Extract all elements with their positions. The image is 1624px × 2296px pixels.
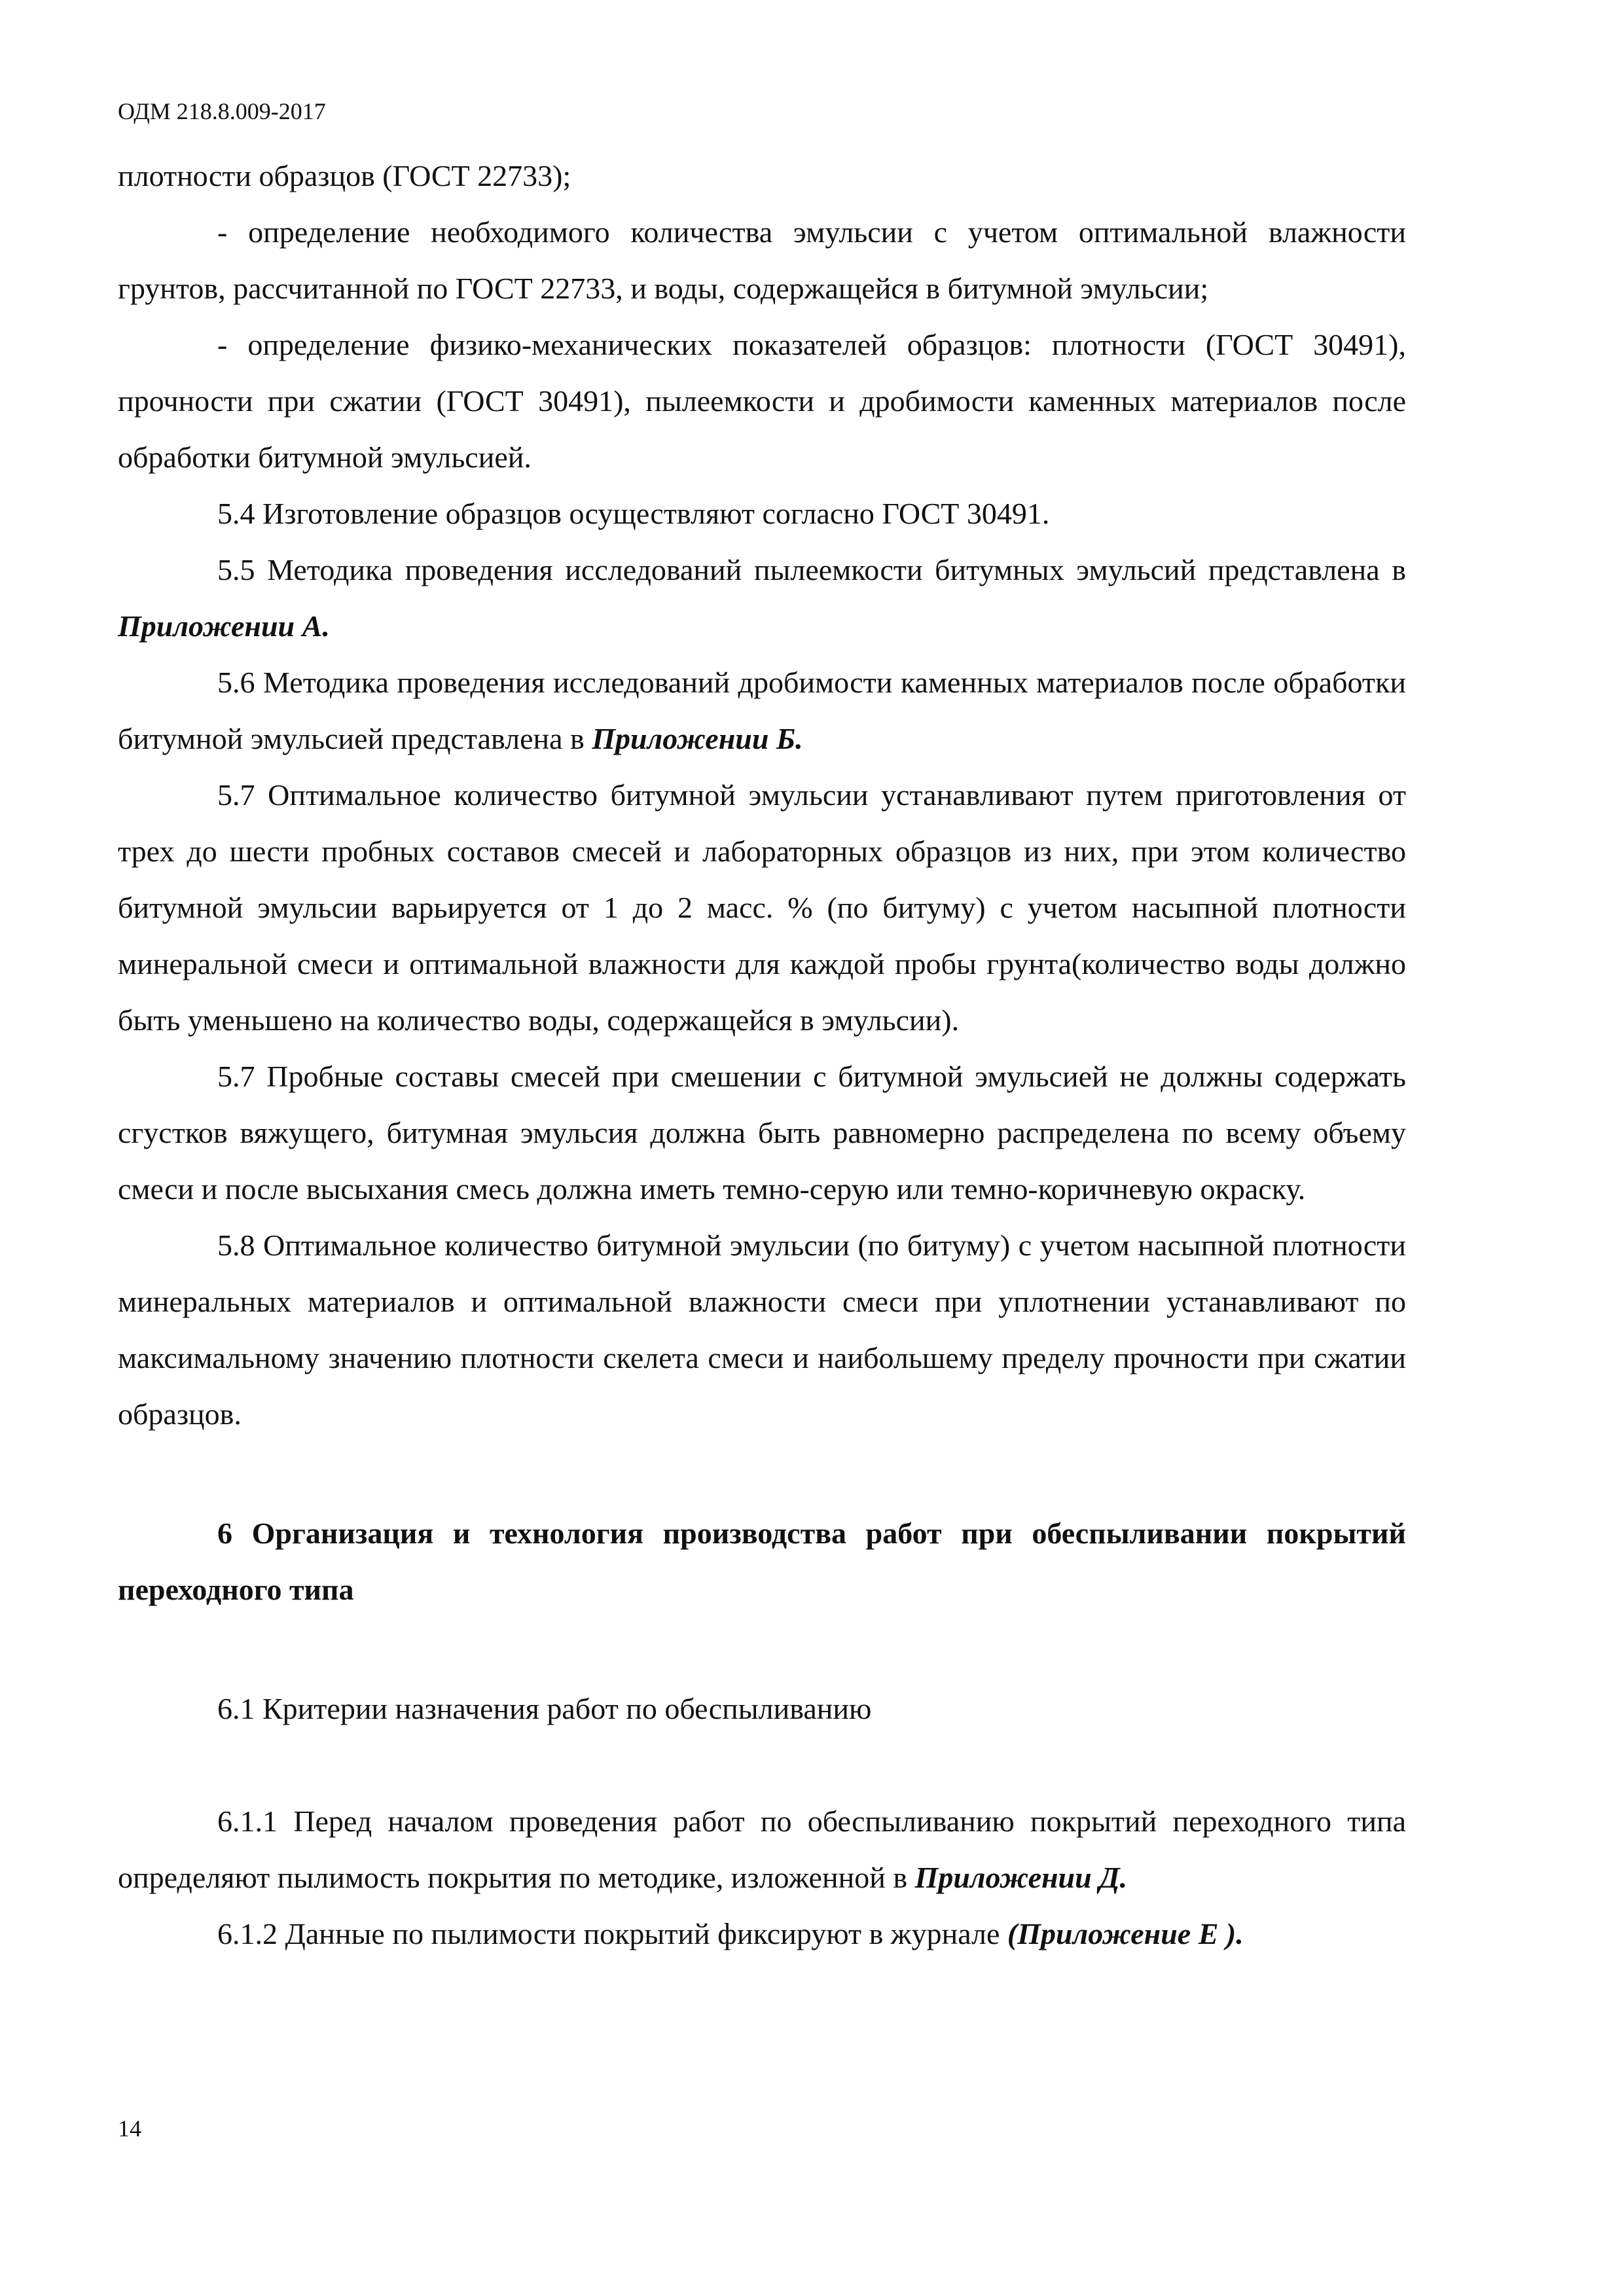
appendix-d-reference: Приложении Д. xyxy=(914,1861,1128,1894)
document-body xyxy=(118,148,1406,1962)
appendix-a-reference: Приложении А. xyxy=(118,609,330,643)
paragraph-continuation: плотности образцов (ГОСТ 22733); xyxy=(118,159,571,192)
document-code-header: ОДМ 218.8.009-2017 xyxy=(118,98,326,124)
section-6-heading: 6 Организация и технология производства работ при обеспыливании покрытий переходного типа xyxy=(118,1516,1406,1606)
clause-6-1-1 xyxy=(118,1793,1406,1906)
clause-6-1: 6.1 Критерии назначения работ по обеспыливанию xyxy=(217,1692,872,1725)
clause-5-6-text: 5.6 Методика проведения исследований дробимости каменных материалов после обработки битумной эмульсией представлена в xyxy=(118,666,1406,755)
clause-6-1-1-text: 6.1.1 Перед началом проведения работ по обеспыливанию покрытий переходного типа определяют пылимость покрытия по методике, изложенной в xyxy=(118,1804,1406,1894)
clause-5-7-optimal-quantity: 5.7 Оптимальное количество битумной эмульсии устанавливают путем приготовления от трех до шести пробных составов смесей и лабораторных образцов из них, при этом количество битумной эмульсии варьируется от 1 до 2 масс. % (по битуму) с учетом насыпной плотности минеральной смеси и оптимальной влажности для каждой пробы грунта(количество воды должно быть уменьшено на количество воды, содержащейся в эмульсии). xyxy=(118,778,1406,1037)
clause-6-1-2-text: 6.1.2 Данные по пылимости покрытий фиксируют в журнале xyxy=(217,1917,1007,1950)
list-item-emulsion-quantity: - определение необходимого количества эмульсии с учетом оптимальной влажности грунтов, рассчитанной по ГОСТ 22733, и воды, содержащейся в битумной эмульсии; xyxy=(118,215,1406,305)
clause-5-6 xyxy=(118,655,1406,767)
clause-5-5-text: 5.5 Методика проведения исследований пылеемкости битумных эмульсий представлена в xyxy=(217,553,1406,586)
clause-5-7-trial-mixtures: 5.7 Пробные составы смесей при смешении с битумной эмульсией не должны содержать сгустков вяжущего, битумная эмульсия должна быть равномерно распределена по всему объему смеси и после высыхания смесь должна иметь темно-серую или темно-коричневую окраску. xyxy=(118,1060,1406,1206)
page-number: 14 xyxy=(118,2115,141,2142)
list-item-physical-properties: - определение физико-механических показателей образцов: плотности (ГОСТ 30491), прочности при сжатии (ГОСТ 30491), пылеемкости и дробимости каменных материалов после обработки битумной эмульсией. xyxy=(118,328,1406,474)
clause-6-1-2 xyxy=(118,1906,1406,1962)
clause-5-8: 5.8 Оптимальное количество битумной эмульсии (по битуму) с учетом насыпной плотности минеральных материалов и оптимальной влажности смеси при уплотнении устанавливают по максимальному значению плотности скелета смеси и наибольшему пределу прочности при сжатии образцов. xyxy=(118,1229,1406,1431)
clause-5-5 xyxy=(118,542,1406,655)
appendix-b-reference: Приложении Б. xyxy=(592,722,803,755)
appendix-e-reference: (Приложение Е ). xyxy=(1007,1917,1244,1950)
clause-5-4: 5.4 Изготовление образцов осуществляют согласно ГОСТ 30491. xyxy=(217,497,1050,530)
